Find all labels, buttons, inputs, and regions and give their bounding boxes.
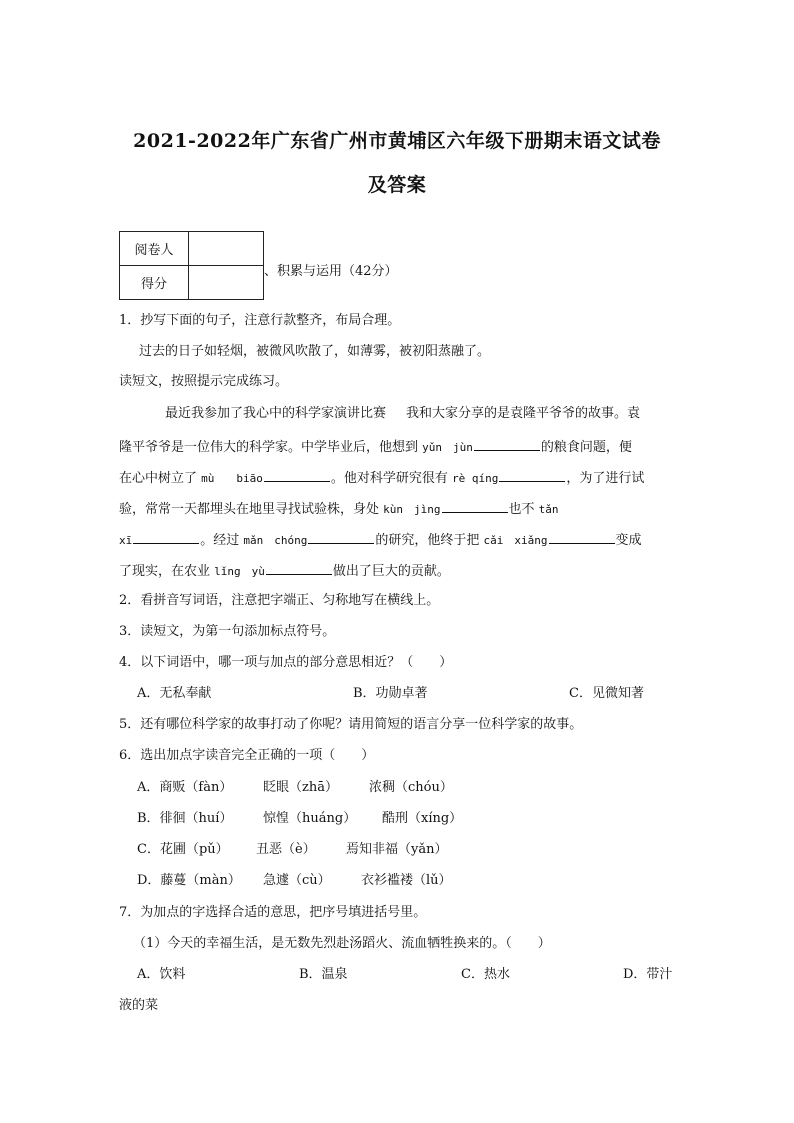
passage-text: 了现实，在农业 <box>119 564 211 579</box>
pinyin-hint: mù biāo <box>201 472 263 485</box>
q6-option-c-word: 焉知非福（yǎn） <box>346 842 448 857</box>
q6-option-a-word: 浓稠（chóu） <box>369 780 453 795</box>
exam-title: 2021-2022年广东省广州市黄埔区六年级下册期末语文试卷 <box>133 130 661 152</box>
passage-text: 变成 <box>615 533 642 548</box>
score-label: 得分 <box>120 266 189 300</box>
q4-option-c[interactable]: C．见微知著 <box>569 686 644 701</box>
pinyin-hint: rè qíng <box>452 472 499 485</box>
section-heading: 、积累与运用（42分） <box>264 264 398 279</box>
pinyin-hint: xī <box>119 534 133 547</box>
passage-text: 验，常常一天都埋头在地里寻找试验株，身处 <box>119 502 380 517</box>
question-1: 1．抄写下面的句子，注意行款整齐，布局合理。 <box>119 313 401 328</box>
score-table <box>119 231 264 300</box>
q6-option-b[interactable]: B．徘徊（huí） <box>137 811 233 826</box>
score-cell[interactable] <box>189 266 264 300</box>
passage-line-3 <box>119 467 644 488</box>
pinyin-hint: kùn jìng <box>383 503 441 516</box>
answer-blank[interactable] <box>442 498 508 513</box>
q6-option-d-word: 衣衫褴褛（lǔ） <box>361 873 452 888</box>
question-3: 3．读短文，为第一句添加标点符号。 <box>119 624 336 639</box>
q6-option-d[interactable]: D．藤蔓（màn） <box>137 873 241 888</box>
passage-text: 我和大家分享的是袁隆平爷爷的故事。袁 <box>406 406 641 421</box>
passage-text: 。他对科学研究很有 <box>330 471 448 486</box>
q6-option-b-word: 酷刑（xíng） <box>382 811 463 826</box>
passage-line-4 <box>119 498 559 519</box>
q4-option-b[interactable]: B．功勋卓著 <box>353 686 428 701</box>
q7-option-b[interactable]: B．温泉 <box>299 967 348 982</box>
question-6: 6．选出加点字读音完全正确的一项（ ） <box>119 748 375 763</box>
q4-option-a[interactable]: A．无私奉献 <box>137 686 212 701</box>
answer-blank[interactable] <box>308 529 374 544</box>
q6-option-c[interactable]: C．花圃（pǔ） <box>137 842 229 857</box>
passage-text: 在心中树立了 <box>119 471 198 486</box>
pinyin-hint: tǎn <box>538 503 559 516</box>
passage-text: 也不 <box>508 502 535 517</box>
passage-text: 的粮食问题，便 <box>540 440 632 455</box>
passage-line-5 <box>119 529 642 550</box>
passage-text: 。经过 <box>200 533 240 548</box>
passage-line-6 <box>119 560 450 581</box>
question-2: 2．看拼音写词语，注意把字端正、匀称地写在横线上。 <box>119 593 440 608</box>
passage-text: 隆平爷爷是一位伟大的科学家。中学毕业后，他想到 <box>119 440 419 455</box>
passage-text: 做出了巨大的贡献。 <box>332 564 450 579</box>
pinyin-hint: lǐng yù <box>214 565 265 578</box>
answer-blank[interactable] <box>133 529 199 544</box>
question-4: 4．以下词语中，哪一项与加点的部分意思相近？（ ） <box>119 655 453 670</box>
q7-option-d-continued: 液的菜 <box>119 998 159 1013</box>
q6-option-a[interactable]: A．商贩（fàn） <box>137 780 233 795</box>
reviewer-label: 阅卷人 <box>120 232 189 266</box>
passage-text: ，为了进行试 <box>566 471 645 486</box>
q7-option-d[interactable]: D．带汁 <box>623 967 673 982</box>
answer-blank[interactable] <box>474 436 540 451</box>
passage-text: 最近我参加了我心中的科学家演讲比赛 <box>165 406 387 421</box>
pinyin-hint: yǔn jùn <box>422 441 473 454</box>
q7-option-c[interactable]: C．热水 <box>461 967 510 982</box>
reading-intro: 读短文，按照提示完成练习。 <box>119 374 289 389</box>
passage-line-2 <box>119 436 632 457</box>
pinyin-hint: mǎn chóng <box>243 534 308 547</box>
q6-option-b-word: 惊惶（huáng） <box>263 811 357 826</box>
answer-blank[interactable] <box>499 467 565 482</box>
answer-blank[interactable] <box>549 529 615 544</box>
reviewer-cell[interactable] <box>189 232 264 266</box>
pinyin-hint: cǎi xiǎng <box>483 534 548 547</box>
question-7-sub-1: （1）今天的幸福生活，是无数先烈赴汤蹈火、流血牺牲换来的。（ ） <box>133 936 551 951</box>
question-1-sentence: 过去的日子如轻烟，被微风吹散了，如薄雾，被初阳蒸融了。 <box>139 344 491 359</box>
answer-blank[interactable] <box>266 560 332 575</box>
q6-option-c-word: 丑恶（è） <box>256 842 316 857</box>
q6-option-d-word: 急遽（cù） <box>263 873 331 888</box>
question-5: 5．还有哪位科学家的故事打动了你呢？请用简短的语言分享一位科学家的故事。 <box>119 717 583 732</box>
question-7: 7．为加点的字选择合适的意思，把序号填进括号里。 <box>119 905 427 920</box>
passage-line-1 <box>165 405 640 423</box>
q7-option-a[interactable]: A．饮料 <box>137 967 186 982</box>
answer-blank[interactable] <box>264 467 330 482</box>
q6-option-a-word: 眨眼（zhā） <box>263 780 338 795</box>
passage-text: 的研究，他终于把 <box>375 533 480 548</box>
exam-title-line2: 及答案 <box>367 174 427 196</box>
